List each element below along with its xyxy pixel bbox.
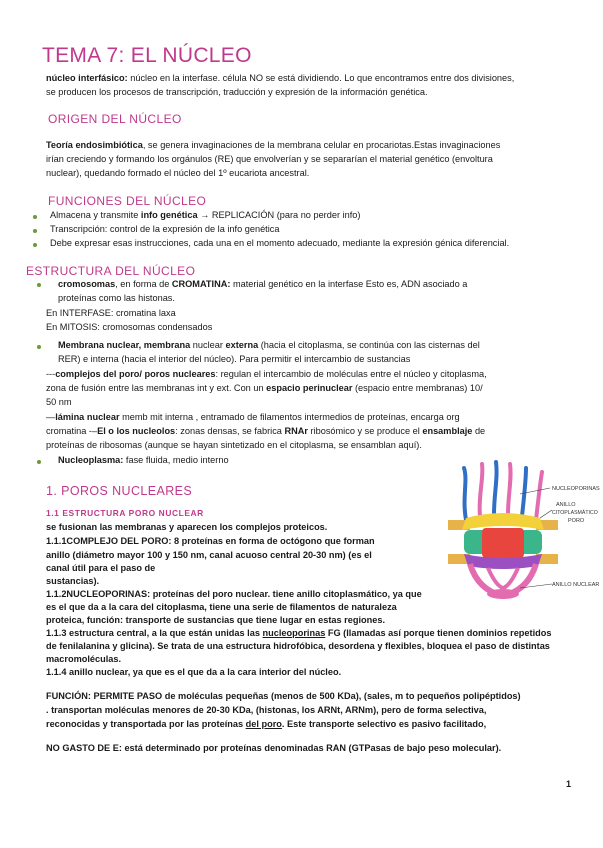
nuclear-basket-inner — [488, 568, 518, 588]
poros-line-2 — [46, 382, 483, 396]
espacio-perinuclear-term: espacio perinuclear — [266, 383, 353, 393]
membrana-line-2: RER) e interna (hacia el interior del núcleo). Para permitir el intercambio de sustancias — [58, 354, 411, 364]
nucleolos-term: El o los nucleolos — [97, 426, 176, 436]
bullet-icon — [37, 345, 41, 349]
funcion-line-4: NO GASTO DE E: está determinado por proteínas denominadas RAN (GTPasas de bajo peso molecular). — [46, 743, 502, 753]
lamina-line-2 — [46, 425, 485, 439]
lamina-term: lámina nuclear — [55, 412, 120, 422]
lamina-dash: — — [46, 412, 56, 422]
cytoplasmic-filaments — [464, 462, 542, 520]
rnar-term: RNAr — [284, 426, 308, 436]
membrana-rest: (hacia el citoplasma, se continúa con las cisternas del — [258, 340, 480, 350]
poros-text-5: sustancias). — [46, 576, 100, 586]
ensamblaje-term: ensamblaje — [422, 426, 473, 436]
nuclear-pore-figure — [448, 458, 600, 608]
lamina-line-2-pre: cromatina -– — [46, 426, 98, 436]
bullet-icon — [33, 229, 37, 233]
intro-term: núcleo interfásico: — [46, 73, 128, 83]
page-title: TEMA 7: EL NÚCLEO — [42, 44, 252, 67]
label-anillo-nuclear: ANILLO NUCLEAR — [552, 582, 600, 588]
nucleoplasma-line — [58, 454, 229, 468]
funcion-line-2: . transportan moléculas menores de 20-30 KDa, (histonas, los ARNt, ARNm), pero de forma selectiva, — [46, 705, 487, 715]
lamina-line-3: proteínas de ribosomas (aunque se hayan sintetizado en el citoplasma, se ensamblan aquí). — [46, 440, 422, 450]
funciones-item-2: Transcripción: control de la expresión de la info genética — [50, 224, 280, 234]
funciones-item-1-pre: Almacena y transmite — [50, 210, 141, 220]
poros-rest: : regulan el intercambio de moléculas entre el núcleo y citoplasma, — [215, 369, 487, 379]
funciones-item-1-post: → REPLICACIÓN (para no perder info) — [197, 210, 361, 220]
poros-text-4: canal útil para el paso de — [46, 563, 156, 573]
page-number: 1 — [565, 779, 571, 789]
poros-line-2-pre: zona de fusión entre las membranas int y ext. Con un — [46, 383, 267, 393]
funcion-line-3-pre: reconocidas y transportada por las proteínas — [46, 719, 246, 729]
label-poro: PORO — [568, 518, 585, 524]
poros-line-1 — [46, 368, 487, 382]
origen-line-1-text: , se genera invaginaciones de la membrana celular en procariotas.Estas invaginaciones — [142, 140, 501, 150]
origen-heading: ORIGEN DEL NÚCLEO — [48, 112, 182, 126]
membrana-externa: externa — [225, 340, 259, 350]
bullet-icon — [37, 460, 41, 464]
funcion-line-1: FUNCIÓN: PERMITE PASO de moléculas pequeñas (menos de 500 KDa), (sales, m to pequeños polipéptidos) — [46, 691, 521, 701]
estructura-heading: ESTRUCTURA DEL NÚCLEO — [26, 264, 196, 278]
interfase-line: En INTERFASE: cromatina laxa — [46, 308, 176, 318]
nucleoporinas-term: nucleoporinas — [262, 628, 326, 638]
poros-dash: --- — [46, 369, 56, 379]
funcion-line-3-rest: . Este transporte selectivo es pasivo facilitado, — [281, 719, 487, 729]
cromatina-term: CROMATINA: — [171, 279, 231, 289]
cromosomas-line-1 — [58, 278, 536, 292]
poros-text-12: 1.1.4 anillo nuclear, ya que es el que da a la cara interior del núcleo. — [46, 667, 342, 677]
bullet-icon — [37, 283, 41, 287]
label-citoplasmatico: CITOPLASMÁTICO — [552, 510, 598, 516]
cromosomas-line-2: proteínas como las histonas. — [58, 293, 175, 303]
nucleoplasma-term: Nucleoplasma: — [58, 455, 124, 465]
poros-text-6: 1.1.2NUCLEOPORINAS: proteínas del poro nuclear. tiene anillo citoplasmático, ya que — [46, 589, 422, 599]
membrana-line-1 — [58, 339, 480, 353]
lamina-line-2-mid2: ribosómico y se produce el — [307, 426, 423, 436]
lamina-line-1 — [46, 411, 460, 425]
label-nucleoporinas: NUCLEOPORINAS — [552, 486, 600, 492]
poros-text-10: de fenilalanina y glicina). Se trata de una estructura hidrofóbica, desordena y flexibles, bloquea el paso de distintas — [46, 641, 550, 651]
funciones-item-3: Debe expresar esas instrucciones, cada una en el momento adecuado, mediante la expresión génica diferencial. — [50, 238, 510, 248]
mitosis-line: En MITOSIS: cromosomas condensados — [46, 322, 213, 332]
poros-text-2: 1.1.1COMPLEJO DEL PORO: 8 proteínas en forma de octógono que forman — [46, 536, 375, 546]
poros-text-7: es el que da a la cara del citoplasma, tiene una serie de filamentos de naturaleza — [46, 602, 397, 612]
funcion-line-3 — [46, 718, 486, 732]
intro-line-1-text: núcleo en la interfase. célula NO se está dividiendo. Lo que encontramos entre dos divisiones, — [127, 73, 515, 83]
poros-heading: 1. POROS NUCLEARES — [46, 484, 193, 498]
poros-text-3: anillo (diámetro mayor 100 y 150 nm, canal acuoso central 20-30 nm) (es el — [46, 550, 372, 560]
label-anillo: ANILLO — [556, 502, 576, 508]
membrana-mid: nuclear — [190, 340, 226, 350]
nucleoplasma-rest: fase fluida, medio interno — [123, 455, 229, 465]
cromosomas-term: cromosomas — [58, 279, 116, 289]
origen-term: Teoría endosimbiótica — [46, 140, 143, 150]
bullet-icon — [33, 215, 37, 219]
poros-text-9-pre: 1.1.3 estructura central, a la que están unidas las — [46, 628, 263, 638]
pointer-line — [540, 510, 552, 518]
central-channel — [482, 528, 524, 558]
funciones-item-1-bold: info genética — [140, 210, 198, 220]
lamina-line-2-rest: de — [472, 426, 486, 436]
lamina-line-2-mid: : zonas densas, se fabrica — [175, 426, 285, 436]
basket-ring — [487, 589, 519, 599]
poros-text-11: macromoléculas. — [46, 654, 122, 664]
funciones-heading: FUNCIONES DEL NÚCLEO — [48, 194, 207, 208]
origen-line-1 — [46, 139, 500, 153]
poros-line-3: 50 nm — [46, 397, 72, 407]
cromosomas-rest: material genético en la interfase Esto es, ADN asociado a — [230, 279, 468, 289]
lamina-rest: memb mit interna , entramado de filamentos intermedios de proteínas, encarga org — [119, 412, 460, 422]
del-poro-term: del poro — [245, 719, 282, 729]
intro-line-1 — [46, 72, 514, 86]
origen-line-2: irían creciendo y formando los orgánulos (RE) que envolverían y se separarían el material genético (envoltura — [46, 154, 493, 164]
poros-text-9 — [46, 627, 551, 641]
intro-line-2: se producen los procesos de transcripción, traducción y expresión de la información genética. — [46, 87, 428, 97]
poros-term: complejos del poro/ poros nucleares — [55, 369, 216, 379]
membrana-term: Membrana nuclear, membrana — [58, 340, 191, 350]
cromosomas-mid: , en forma de — [115, 279, 172, 289]
poros-text-8: proteica, función: transporte de sustancias que tiene lugar en estas regiones. — [46, 615, 386, 625]
funciones-item-1 — [50, 209, 360, 223]
poros-text-1: se fusionan las membranas y aparecen los complejos proteicos. — [46, 522, 328, 532]
poros-line-2-rest: (espacio entre membranas) 10/ — [352, 383, 483, 393]
poros-text-9-rest: FG (llamadas así porque tienen dominios repetidos — [325, 628, 552, 638]
origen-line-3: nuclear), quedando formado el núcleo del 1º eucariota ancestral. — [46, 168, 310, 178]
bullet-icon — [33, 243, 37, 247]
poros-subheading: 1.1 ESTRUCTURA PORO NUCLEAR — [46, 508, 204, 518]
cytoplasmic-ring — [462, 513, 544, 530]
